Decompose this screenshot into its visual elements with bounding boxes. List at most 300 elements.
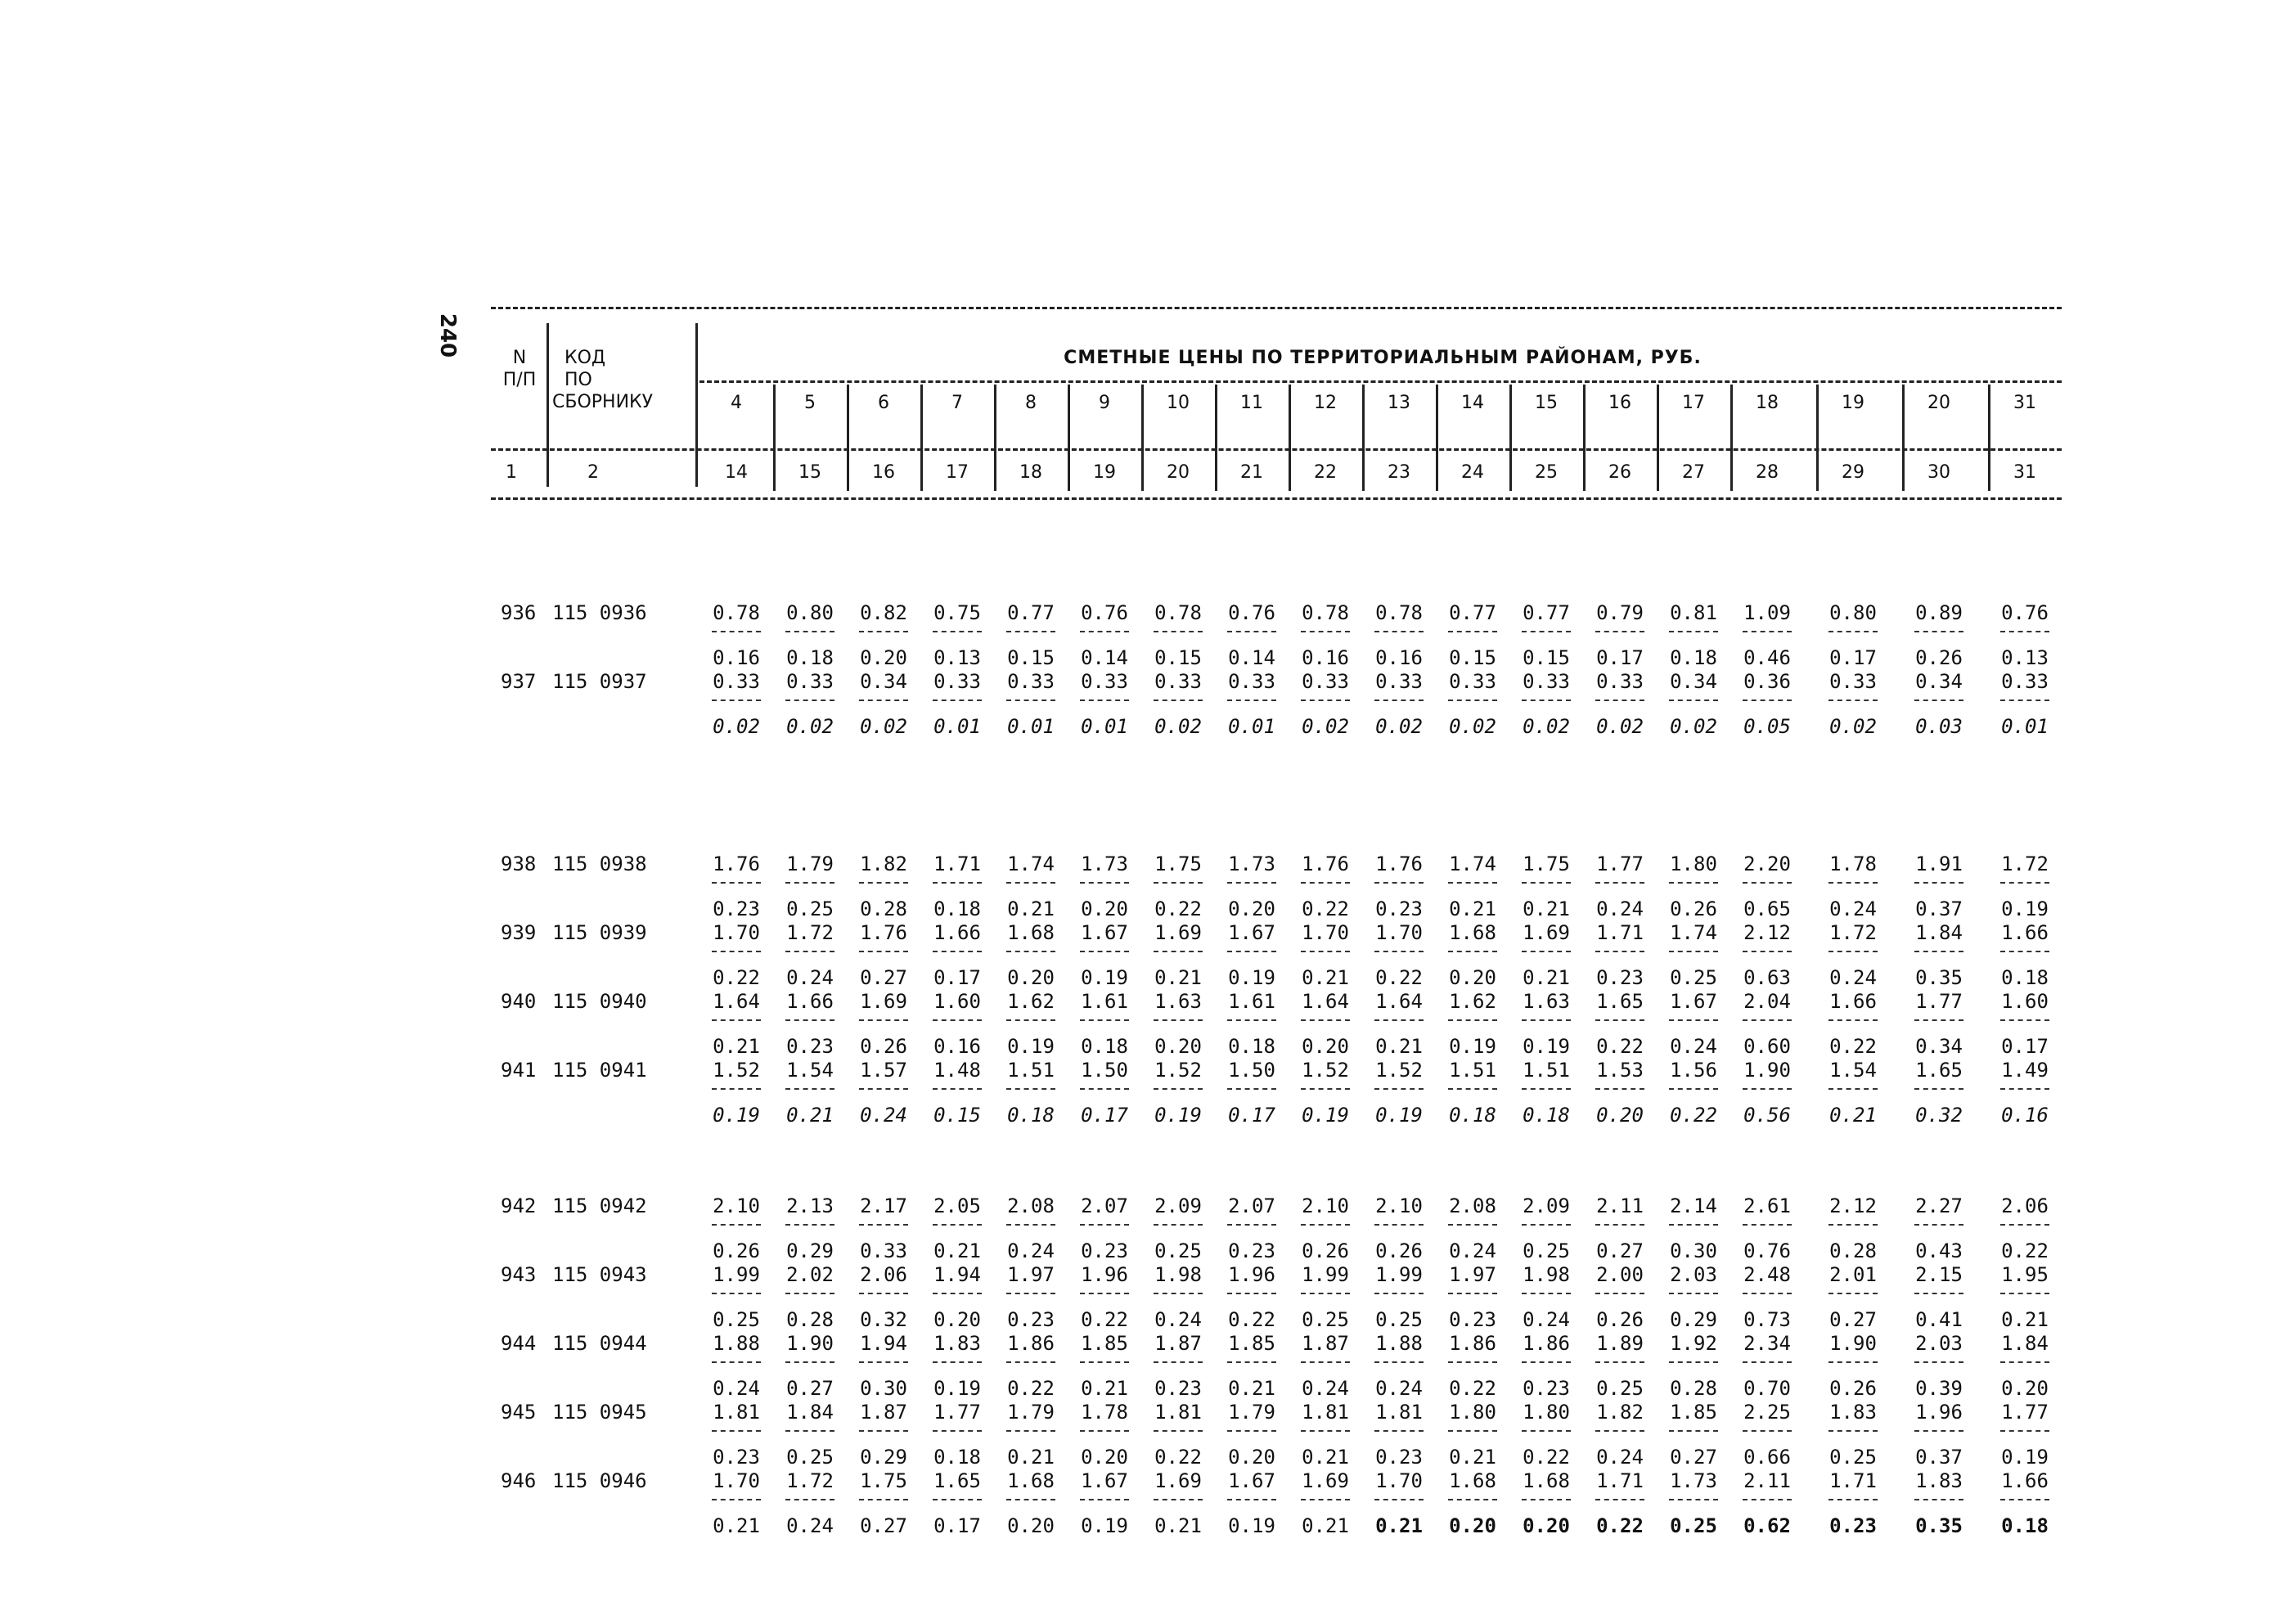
fraction-bar [2000, 951, 2049, 952]
price-wage: 0.23 [713, 1446, 760, 1469]
price-wage: 0.16 [1375, 646, 1423, 669]
price-total: 1.72 [2001, 852, 2049, 875]
price-wage: 0.21 [1154, 1514, 1202, 1537]
price-wage: 0.24 [1523, 1308, 1570, 1331]
price-wage: 0.24 [1829, 897, 1877, 920]
row-code: 115 0945 [552, 1401, 647, 1424]
price-total: 1.70 [1375, 921, 1423, 944]
price-total: 1.82 [1596, 1401, 1644, 1424]
price-wage: 0.21 [1007, 1446, 1055, 1469]
row-np: 944 [501, 1332, 537, 1355]
price-wage: 0.35 [1915, 1514, 1963, 1537]
fraction-bar [1743, 951, 1792, 952]
fraction-bar [1914, 1293, 1963, 1294]
price-wage: 0.65 [1743, 897, 1791, 920]
fraction-bar [2000, 1224, 2049, 1226]
price-total: 0.80 [786, 601, 834, 624]
price-total: 1.83 [933, 1332, 981, 1355]
price-total: 2.12 [1829, 1194, 1877, 1217]
price-wage: 0.25 [786, 897, 834, 920]
price-total: 1.86 [1449, 1332, 1496, 1355]
price-total: 2.12 [1743, 921, 1791, 944]
price-wage: 0.02 [786, 715, 834, 738]
price-total: 2.10 [713, 1194, 760, 1217]
fraction-bar [785, 1293, 834, 1294]
price-total: 1.81 [1154, 1401, 1202, 1424]
fraction-bar [1522, 631, 1571, 632]
price-total: 1.89 [1596, 1332, 1644, 1355]
price-wage: 0.19 [1081, 966, 1128, 989]
price-total: 1.76 [1375, 852, 1423, 875]
price-wage: 0.19 [1154, 1104, 1202, 1127]
fraction-bar [1828, 631, 1878, 632]
price-total: 1.73 [1670, 1469, 1717, 1492]
price-wage: 0.20 [1596, 1104, 1644, 1127]
header-divider [1141, 385, 1144, 491]
price-wage: 0.21 [1523, 897, 1570, 920]
price-total: 2.10 [1375, 1194, 1423, 1217]
price-wage: 0.25 [1523, 1239, 1570, 1262]
price-wage: 0.22 [1523, 1446, 1570, 1469]
price-total: 1.90 [1829, 1332, 1877, 1355]
fraction-bar [1227, 1019, 1276, 1021]
fraction-bar [1301, 700, 1350, 701]
price-total: 1.80 [1523, 1401, 1570, 1424]
price-total: 1.51 [1523, 1059, 1570, 1082]
index-cell: 21 [1240, 462, 1263, 483]
price-wage: 0.26 [1670, 897, 1717, 920]
index-cell: 16 [872, 462, 895, 483]
price-wage: 0.23 [1596, 966, 1644, 989]
price-total: 0.33 [1154, 670, 1202, 693]
fraction-bar [1595, 951, 1644, 952]
price-wage: 0.30 [860, 1377, 907, 1400]
district-column-header: 6 [878, 393, 889, 413]
price-total: 1.68 [1523, 1469, 1570, 1492]
price-wage: 0.18 [786, 646, 834, 669]
fraction-bar [1595, 1430, 1644, 1432]
fraction-bar [1828, 1499, 1878, 1500]
fraction-bar [1828, 700, 1878, 701]
price-total: 1.87 [860, 1401, 907, 1424]
price-wage: 0.24 [1375, 1377, 1423, 1400]
price-wage: 0.25 [1829, 1446, 1877, 1469]
index-cell: 27 [1682, 462, 1705, 483]
price-total: 0.77 [1007, 601, 1055, 624]
price-total: 2.01 [1829, 1263, 1877, 1286]
row-code: 115 0939 [552, 921, 647, 944]
fraction-bar [1914, 1088, 1963, 1090]
price-total: 2.09 [1154, 1194, 1202, 1217]
fraction-bar [1154, 700, 1203, 701]
price-total: 2.00 [1596, 1263, 1644, 1286]
price-wage: 0.16 [2001, 1104, 2049, 1127]
price-total: 0.33 [2001, 670, 2049, 693]
fraction-bar [1669, 951, 1718, 952]
price-wage: 0.16 [1302, 646, 1349, 669]
fraction-bar [1522, 1224, 1571, 1226]
price-wage: 0.17 [1596, 646, 1644, 669]
fraction-bar [1914, 882, 1963, 884]
price-total: 0.78 [1154, 601, 1202, 624]
fraction-bar [1154, 951, 1203, 952]
district-column-header: 16 [1608, 393, 1631, 413]
fraction-bar [1374, 1499, 1424, 1500]
row-code: 115 0944 [552, 1332, 647, 1355]
price-wage: 0.01 [2001, 715, 2049, 738]
price-total: 1.70 [1375, 1469, 1423, 1492]
price-total: 1.76 [860, 921, 907, 944]
price-total: 1.63 [1154, 990, 1202, 1013]
price-total: 1.62 [1007, 990, 1055, 1013]
fraction-bar [859, 1361, 908, 1363]
price-wage: 0.20 [860, 646, 907, 669]
fraction-bar [1154, 1224, 1203, 1226]
fraction-bar [1669, 700, 1718, 701]
price-wage: 0.13 [933, 646, 981, 669]
price-total: 0.76 [1228, 601, 1275, 624]
price-total: 1.69 [1302, 1469, 1349, 1492]
fraction-bar [1743, 1361, 1792, 1363]
price-total: 1.69 [1154, 921, 1202, 944]
fraction-bar [933, 1293, 982, 1294]
fraction-bar [1448, 1019, 1497, 1021]
fraction-bar [1448, 1088, 1497, 1090]
price-total: 2.08 [1449, 1194, 1496, 1217]
price-wage: 0.21 [1375, 1514, 1423, 1537]
price-wage: 0.22 [1449, 1377, 1496, 1400]
price-wage: 0.21 [1523, 966, 1570, 989]
price-wage: 0.24 [860, 1104, 907, 1127]
price-total: 2.17 [860, 1194, 907, 1217]
index-cell: 31 [2013, 462, 2036, 483]
price-wage: 0.15 [933, 1104, 981, 1127]
price-total: 1.62 [1449, 990, 1496, 1013]
price-wage: 0.17 [1228, 1104, 1275, 1127]
page-number: 240 [435, 313, 461, 358]
price-wage: 0.28 [786, 1308, 834, 1331]
price-wage: 0.20 [1007, 966, 1055, 989]
row-code: 115 0937 [552, 670, 647, 693]
price-wage: 0.19 [1081, 1514, 1128, 1537]
price-wage: 0.22 [1829, 1035, 1877, 1058]
row-code: 115 0936 [552, 601, 647, 624]
fraction-bar [1301, 1088, 1350, 1090]
price-total: 1.86 [1523, 1332, 1570, 1355]
district-column-header: 4 [731, 393, 742, 413]
price-wage: 0.26 [1375, 1239, 1423, 1262]
price-total: 1.81 [713, 1401, 760, 1424]
price-total: 1.69 [860, 990, 907, 1013]
fraction-bar [1374, 1293, 1424, 1294]
fraction-bar [1154, 1088, 1203, 1090]
row-np: 939 [501, 921, 537, 944]
price-wage: 0.24 [1007, 1239, 1055, 1262]
price-total: 0.33 [1829, 670, 1877, 693]
fraction-bar [933, 1499, 982, 1500]
price-wage: 0.39 [1915, 1377, 1963, 1400]
fraction-bar [1448, 1361, 1497, 1363]
price-total: 1.69 [1154, 1469, 1202, 1492]
price-wage: 0.22 [1302, 897, 1349, 920]
price-total: 2.15 [1915, 1263, 1963, 1286]
price-wage: 0.18 [933, 1446, 981, 1469]
fraction-bar [712, 1224, 761, 1226]
index-cell: 23 [1388, 462, 1410, 483]
fraction-bar [859, 1293, 908, 1294]
price-total: 1.70 [713, 1469, 760, 1492]
price-wage: 0.21 [1302, 1514, 1349, 1537]
price-total: 2.20 [1743, 852, 1791, 875]
fraction-bar [2000, 700, 2049, 701]
price-total: 1.77 [2001, 1401, 2049, 1424]
fraction-bar [1595, 1088, 1644, 1090]
price-total: 1.67 [1670, 990, 1717, 1013]
fraction-bar [1669, 1088, 1718, 1090]
price-total: 1.52 [713, 1059, 760, 1082]
price-wage: 0.14 [1081, 646, 1128, 669]
fraction-bar [712, 1361, 761, 1363]
district-column-header: 10 [1167, 393, 1190, 413]
district-column-header: 8 [1025, 393, 1037, 413]
price-total: 0.76 [2001, 601, 2049, 624]
row-code: 115 0943 [552, 1263, 647, 1286]
price-wage: 0.17 [933, 966, 981, 989]
price-total: 1.77 [1596, 852, 1644, 875]
price-total: 1.88 [1375, 1332, 1423, 1355]
fraction-bar [1595, 631, 1644, 632]
price-total: 2.07 [1228, 1194, 1275, 1217]
price-wage: 0.25 [713, 1308, 760, 1331]
fraction-bar [1006, 1019, 1055, 1021]
fraction-bar [933, 1361, 982, 1363]
price-wage: 0.24 [786, 1514, 834, 1537]
price-wage: 0.25 [1596, 1377, 1644, 1400]
price-wage: 0.25 [1302, 1308, 1349, 1331]
price-total: 1.75 [1154, 852, 1202, 875]
fraction-bar [859, 631, 908, 632]
price-total: 1.67 [1081, 921, 1128, 944]
price-wage: 0.24 [1829, 966, 1877, 989]
fraction-bar [1828, 1293, 1878, 1294]
price-total: 0.33 [1007, 670, 1055, 693]
price-wage: 0.23 [1375, 1446, 1423, 1469]
fraction-bar [1914, 1019, 1963, 1021]
price-total: 1.66 [786, 990, 834, 1013]
fraction-bar [1227, 700, 1276, 701]
fraction-bar [1006, 1499, 1055, 1500]
fraction-bar [1227, 1293, 1276, 1294]
fraction-bar [2000, 1361, 2049, 1363]
price-total: 1.65 [933, 1469, 981, 1492]
price-wage: 0.73 [1743, 1308, 1791, 1331]
header-rule [491, 448, 2062, 451]
header-divider [1436, 385, 1438, 491]
price-total: 1.68 [1449, 921, 1496, 944]
fraction-bar [1227, 1224, 1276, 1226]
price-total: 1.69 [1523, 921, 1570, 944]
price-wage: 0.23 [713, 897, 760, 920]
fraction-bar [1227, 951, 1276, 952]
price-wage: 0.43 [1915, 1239, 1963, 1262]
fraction-bar [1301, 1224, 1350, 1226]
price-wage: 0.26 [1596, 1308, 1644, 1331]
price-wage: 0.20 [1228, 1446, 1275, 1469]
fraction-bar [785, 882, 834, 884]
row-np: 938 [501, 852, 537, 875]
price-wage: 0.32 [860, 1308, 907, 1331]
price-total: 1.75 [860, 1469, 907, 1492]
price-total: 1.65 [1915, 1059, 1963, 1082]
district-column-header: 18 [1756, 393, 1779, 413]
fraction-bar [1914, 1430, 1963, 1432]
fraction-bar [2000, 1430, 2049, 1432]
header-np-line2: П/П [502, 370, 537, 390]
price-wage: 0.21 [1081, 1377, 1128, 1400]
price-wage: 0.20 [2001, 1377, 2049, 1400]
price-total: 0.78 [713, 601, 760, 624]
district-column-header: 14 [1461, 393, 1484, 413]
fraction-bar [712, 700, 761, 701]
fraction-bar [859, 882, 908, 884]
header-divider [695, 323, 698, 487]
price-total: 1.85 [1081, 1332, 1128, 1355]
price-wage: 0.02 [713, 715, 760, 738]
price-total: 1.94 [933, 1263, 981, 1286]
price-wage: 0.29 [860, 1446, 907, 1469]
price-total: 0.79 [1596, 601, 1644, 624]
price-wage: 0.21 [1154, 966, 1202, 989]
price-total: 2.08 [1007, 1194, 1055, 1217]
price-total: 2.07 [1081, 1194, 1128, 1217]
price-wage: 0.33 [860, 1239, 907, 1262]
price-wage: 0.17 [1829, 646, 1877, 669]
fraction-bar [1154, 882, 1203, 884]
row-code: 115 0938 [552, 852, 647, 875]
price-wage: 0.01 [933, 715, 981, 738]
price-wage: 0.23 [1228, 1239, 1275, 1262]
fraction-bar [1448, 1224, 1497, 1226]
fraction-bar [712, 951, 761, 952]
price-total: 1.88 [713, 1332, 760, 1355]
price-wage: 0.60 [1743, 1035, 1791, 1058]
price-wage: 0.23 [1081, 1239, 1128, 1262]
price-total: 1.84 [1915, 921, 1963, 944]
fraction-bar [1154, 1361, 1203, 1363]
price-total: 1.74 [1670, 921, 1717, 944]
price-wage: 0.19 [1228, 1514, 1275, 1537]
price-total: 0.80 [1829, 601, 1877, 624]
header-divider [773, 385, 776, 491]
price-wage: 0.02 [1670, 715, 1717, 738]
price-wage: 0.24 [1449, 1239, 1496, 1262]
header-code-line3: СБОРНИКУ [552, 392, 654, 412]
fraction-bar [1522, 1019, 1571, 1021]
row-np: 943 [501, 1263, 537, 1286]
fraction-bar [1828, 951, 1878, 952]
price-wage: 0.19 [713, 1104, 760, 1127]
price-wage: 0.21 [713, 1514, 760, 1537]
district-column-header: 9 [1099, 393, 1110, 413]
price-wage: 0.21 [1829, 1104, 1877, 1127]
fraction-bar [1448, 882, 1497, 884]
price-total: 1.74 [1449, 852, 1496, 875]
price-wage: 0.18 [2001, 1514, 2049, 1537]
fraction-bar [1080, 1430, 1129, 1432]
price-wage: 0.20 [1449, 1514, 1496, 1537]
fraction-bar [1227, 631, 1276, 632]
price-wage: 0.19 [1007, 1035, 1055, 1058]
fraction-bar [1828, 882, 1878, 884]
price-total: 1.64 [713, 990, 760, 1013]
price-wage: 0.22 [1670, 1104, 1717, 1127]
price-total: 2.04 [1743, 990, 1791, 1013]
fraction-bar [1080, 1088, 1129, 1090]
fraction-bar [2000, 1499, 2049, 1500]
price-total: 2.10 [1302, 1194, 1349, 1217]
fraction-bar [1374, 1019, 1424, 1021]
fraction-bar [1006, 951, 1055, 952]
fraction-bar [1743, 1224, 1792, 1226]
fraction-bar [1595, 1019, 1644, 1021]
fraction-bar [1743, 700, 1792, 701]
price-wage: 0.76 [1743, 1239, 1791, 1262]
price-wage: 0.26 [860, 1035, 907, 1058]
price-total: 0.78 [1375, 601, 1423, 624]
price-wage: 0.22 [2001, 1239, 2049, 1262]
price-total: 1.70 [713, 921, 760, 944]
price-total: 1.74 [1007, 852, 1055, 875]
price-total: 1.99 [713, 1263, 760, 1286]
fraction-bar [2000, 1293, 2049, 1294]
price-total: 1.48 [933, 1059, 981, 1082]
fraction-bar [712, 1430, 761, 1432]
price-total: 0.33 [1302, 670, 1349, 693]
row-code: 115 0941 [552, 1059, 647, 1082]
price-wage: 0.26 [1829, 1377, 1877, 1400]
fraction-bar [1301, 1293, 1350, 1294]
price-total: 1.94 [860, 1332, 907, 1355]
price-wage: 0.56 [1743, 1104, 1791, 1127]
fraction-bar [1006, 1088, 1055, 1090]
price-wage: 0.20 [1449, 966, 1496, 989]
fraction-bar [1301, 951, 1350, 952]
index-cell: 30 [1927, 462, 1950, 483]
price-total: 1.81 [1302, 1401, 1349, 1424]
price-total: 1.52 [1302, 1059, 1349, 1082]
price-total: 1.81 [1375, 1401, 1423, 1424]
price-wage: 0.27 [860, 966, 907, 989]
fraction-bar [933, 631, 982, 632]
fraction-bar [785, 1430, 834, 1432]
fraction-bar [1522, 1088, 1571, 1090]
price-total: 1.50 [1228, 1059, 1275, 1082]
price-total: 1.96 [1228, 1263, 1275, 1286]
fraction-bar [1080, 1499, 1129, 1500]
fraction-bar [1006, 1224, 1055, 1226]
price-wage: 0.22 [1596, 1514, 1644, 1537]
row-np: 946 [501, 1469, 537, 1492]
fraction-bar [1006, 1430, 1055, 1432]
fraction-bar [1448, 1293, 1497, 1294]
price-total: 1.99 [1302, 1263, 1349, 1286]
price-total: 0.77 [1523, 601, 1570, 624]
price-wage: 0.15 [1007, 646, 1055, 669]
price-total: 1.76 [1302, 852, 1349, 875]
price-total: 1.54 [786, 1059, 834, 1082]
fraction-bar [1743, 1088, 1792, 1090]
price-wage: 0.21 [1449, 897, 1496, 920]
